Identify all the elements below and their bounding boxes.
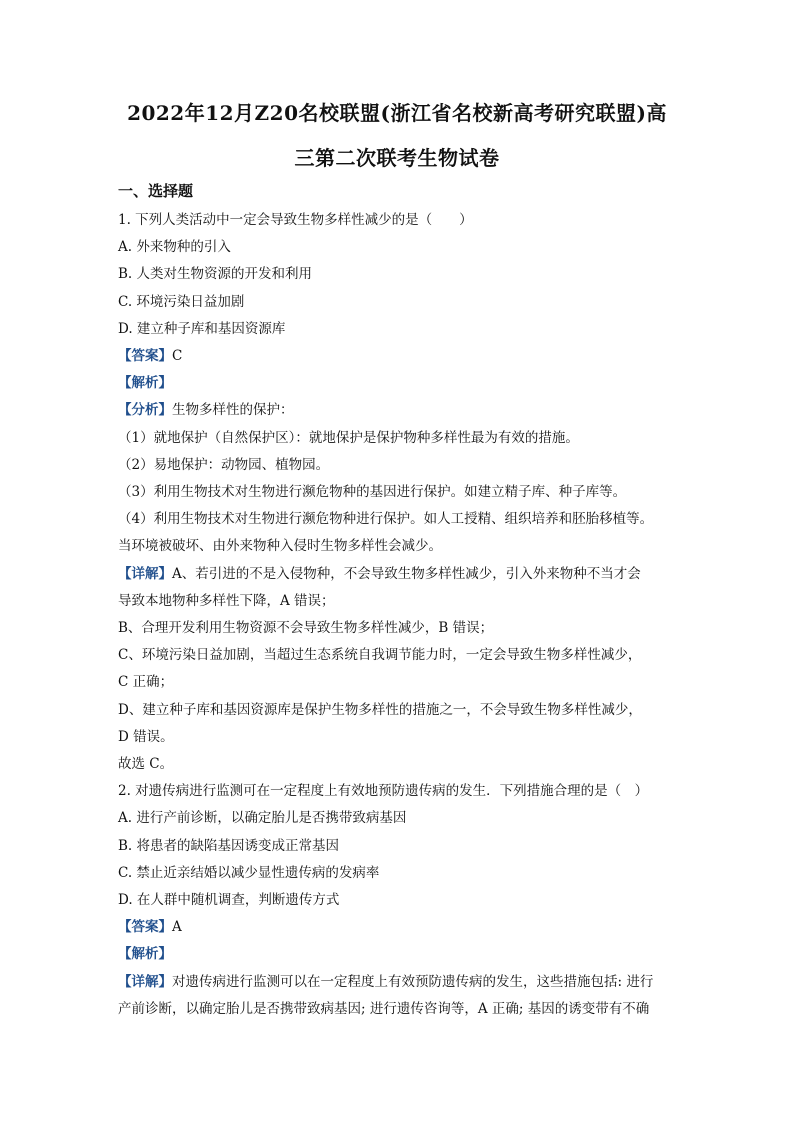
text-line (118, 428, 579, 448)
line-text: C、环境污染日益加剧，当超过生态系统自我调节能力时，一定会导致生物多样性减少， (118, 647, 642, 664)
text-line (118, 400, 294, 420)
text-line (118, 999, 649, 1019)
line-text: 产前诊断，以确定胎儿是否携带致病基因; 进行遗传咨询等，A 正确; 基因的诱变带有不确 (118, 1000, 650, 1017)
line-text: B. 人类对生物资源的开发和利用 (118, 266, 313, 283)
text-line (118, 237, 231, 257)
line-text: D 错误。 (118, 728, 174, 745)
section-tag: 【解析】 (118, 375, 172, 392)
line-text: A. 进行产前诊断，以确定胎儿是否携带致病基因 (118, 810, 407, 827)
text-line (118, 591, 335, 611)
line-text: 故选 C。 (118, 756, 174, 772)
text-line (118, 890, 339, 910)
text-line (118, 509, 653, 529)
line-text: （3）利用生物技术对生物进行濒危物种的基因进行保护。如建立精子库、种子库等。 (118, 484, 627, 500)
line-text: B. 将患者的缺陷基因诱变成正常基因 (118, 837, 340, 854)
line-text: （1）就地保护（自然保护区）：就地保护是保护物种多样性最为有效的措施。 (118, 429, 579, 446)
text-line (118, 319, 285, 339)
text-line (118, 482, 626, 502)
section-tag: 【分析】 (118, 402, 172, 419)
section-tag: 【解析】 (118, 946, 172, 963)
text-line (118, 808, 406, 828)
line-text: 当环境被破坏、由外来物种入侵时生物多样性会减少。 (118, 538, 442, 555)
line-text: C (172, 348, 183, 364)
line-text: D. 在人群中随机调查，判断遗传方式 (118, 892, 340, 908)
text-line (118, 618, 493, 638)
text-line (118, 836, 339, 856)
line-text: A (172, 919, 182, 936)
line-text: A、若引进的不是入侵物种，不会导致生物多样性减少，引入外来物种不当才会 (172, 565, 641, 582)
text-line (118, 564, 641, 584)
line-text: A. 外来物种的引入 (118, 239, 231, 256)
line-text: 2. 对遗传病进行监测可在一定程度上有效地预防遗传病的发生．下列措施合理的是（ ） (118, 783, 649, 800)
line-text: D、建立种子库和基因资源库是保护生物多样性的措施之一，不会导致生物多样性减少， (118, 701, 642, 718)
text-line (118, 863, 379, 883)
text-line (118, 455, 329, 475)
line-text: （2）易地保护：动物园、植物园。 (118, 456, 330, 473)
text-line (118, 917, 182, 937)
document-title-line-2: 三第二次联考生物试卷 (294, 146, 500, 170)
text-line (118, 700, 642, 720)
text-line (118, 346, 182, 366)
text-line (118, 264, 312, 284)
text-line (118, 536, 442, 556)
line-text: 导致本地物种多样性下降，A 错误； (118, 592, 335, 609)
text-line (118, 373, 172, 393)
section-tag: 【答案】 (118, 348, 172, 364)
section-tag: 【详解】 (118, 973, 172, 990)
section-tag: 【答案】 (118, 919, 172, 936)
text-line (118, 781, 648, 801)
line-text: C. 禁止近亲结婚以减少显性遗传病的发病率 (118, 864, 380, 881)
text-line (118, 645, 641, 665)
text-line (118, 944, 172, 964)
document-title-line-1: 2022年12月Z20名校联盟(浙江省名校新高考研究联盟)高 (127, 101, 667, 125)
line-text: 生物多样性的保护： (172, 402, 294, 419)
text-line (118, 972, 653, 992)
line-text: C. 环境污染日益加剧 (118, 293, 245, 310)
line-text: B、合理开发利用生物资源不会导致生物多样性减少，B 错误； (118, 620, 494, 636)
line-text: D. 建立种子库和基因资源库 (118, 320, 286, 337)
line-text: （4）利用生物技术对生物进行濒危物种进行保护。如人工授精、组织培养和胚胎移植等。 (118, 511, 654, 528)
section-heading: 一、选择题 (118, 182, 194, 200)
line-text: 对遗传病进行监测可以在一定程度上有效预防遗传病的发生，这些措施包括: 进行 (172, 973, 654, 990)
text-line (118, 754, 173, 774)
line-text: 1. 下列人类活动中一定会导致生物多样性减少的是（ ） (118, 212, 473, 228)
line-text: C 正确； (118, 674, 174, 691)
text-line (118, 210, 473, 230)
section-tag: 【详解】 (118, 565, 172, 582)
text-line (118, 672, 173, 692)
text-line (118, 292, 244, 312)
text-line (118, 727, 174, 747)
